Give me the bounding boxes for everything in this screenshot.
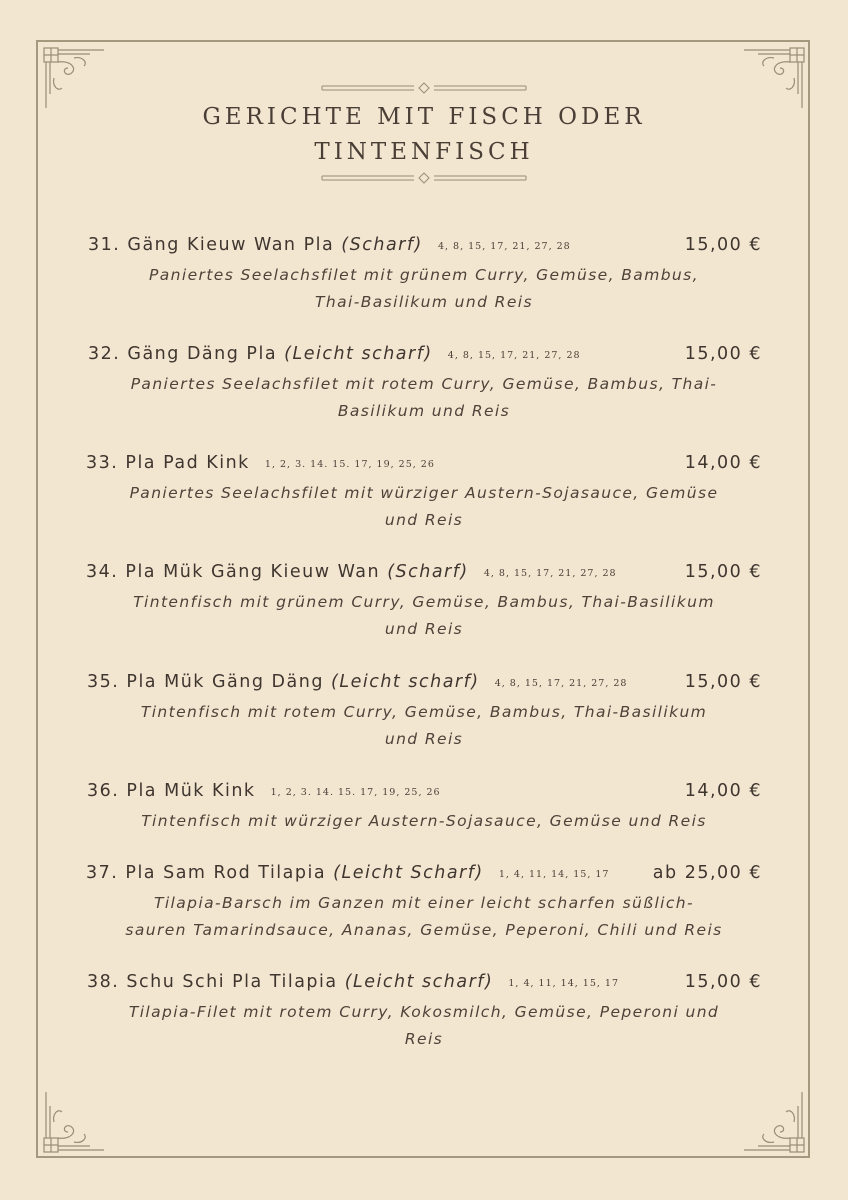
dish-name: 38. Schu Schi Pla Tilapia [87,972,338,992]
spice-level: (Scharf) [341,235,423,255]
dish-price: 15,00 € [684,972,762,992]
menu-item-title [86,863,609,883]
dish-name: 34. Pla Mük Gäng Kieuw Wan [86,562,381,582]
dish-description [86,999,762,1053]
dish-description-line-2: und Reis [384,620,464,638]
dish-description-line-1: Paniertes Seelachsfilet mit rotem Curry, Gemüse, Bambus, Thai- [130,375,718,393]
dish-description-line-2: Thai-Basilikum und Reis [315,293,533,311]
dish-name: 31. Gäng Kieuw Wan Pla [88,235,335,255]
dish-description-line-2: sauren Tamarindsauce, Ananas, Gemüse, Peperoni, Chili und Reis [125,921,723,939]
dish-name: 35. Pla Mük Gäng Däng [87,672,324,692]
menu-item-35 [86,672,762,753]
dish-description-line-1: Tintenfisch mit grünem Curry, Gemüse, Bambus, Thai-Basilikum [133,593,715,611]
dish-description-line-1: Tilapia-Barsch im Ganzen mit einer leicht scharfen süßlich- [153,894,695,912]
allergen-codes: 1, 4, 11, 14, 15, 17 [508,978,620,989]
menu-item-37 [86,863,762,944]
menu-item-33 [86,453,762,534]
spice-level: (Scharf) [387,562,469,582]
dish-name: 33. Pla Pad Kink [86,453,250,473]
dish-price: 14,00 € [684,453,762,473]
menu-item-title [87,672,627,692]
spice-level: (Leicht Scharf) [333,863,484,883]
menu-item-title [87,972,619,992]
dish-price: 15,00 € [684,672,762,692]
dish-price: ab 25,00 € [652,863,762,883]
dish-description-line-2: und Reis [384,511,464,529]
menu-item-36 [86,781,762,835]
allergen-codes: 4, 8, 15, 17, 21, 27, 28 [494,678,628,689]
page-title-line-1: GERICHTE MIT FISCH ODER [202,104,646,130]
menu-item-34 [86,562,762,643]
dish-description-line-2: und Reis [384,730,464,748]
dish-price: 15,00 € [684,235,762,255]
dish-price: 14,00 € [684,781,762,801]
dish-description [86,589,762,643]
allergen-codes: 1, 4, 11, 14, 15, 17 [498,869,610,880]
ornament-corner-bottom-right [742,1090,806,1154]
allergen-codes: 1, 2, 3. 14. 15. 17, 19, 25, 26 [270,787,441,798]
dish-name: 32. Gäng Däng Pla [88,344,278,364]
menu-item-title [88,344,581,364]
dish-description-line-2: Basilikum und Reis [337,402,511,420]
menu-item-title [86,562,617,582]
spice-level: (Leicht scharf) [284,344,433,364]
dish-name: 37. Pla Sam Rod Tilapia [86,863,327,883]
menu-item-title [86,453,435,473]
ornament-corner-bottom-left [42,1090,106,1154]
dish-description [86,890,762,944]
dish-description [86,480,762,534]
spice-level: (Leicht scharf) [344,972,494,992]
dish-price: 15,00 € [684,562,762,582]
menu-item-38 [86,972,762,1053]
allergen-codes: 4, 8, 15, 17, 21, 27, 28 [483,568,617,579]
dish-description [86,808,762,835]
dish-description-line-1: Paniertes Seelachsfilet mit grünem Curry, Gemüse, Bambus, [149,266,699,284]
dish-description [86,262,762,316]
menu-item-32 [86,344,762,425]
ornament-corner-top-right [742,46,806,110]
dish-name: 36. Pla Mük Kink [87,781,256,801]
menu-item-title [88,235,571,255]
page-title-line-2: TINTENFISCH [314,139,534,165]
menu-item-31 [86,235,762,316]
dish-description-line-1: Tintenfisch mit rotem Curry, Gemüse, Bambus, Thai-Basilikum [140,703,708,721]
page-title [120,100,728,170]
allergen-codes: 4, 8, 15, 17, 21, 27, 28 [447,350,581,361]
ornament-divider-bottom [318,172,530,184]
allergen-codes: 1, 2, 3. 14. 15. 17, 19, 25, 26 [264,459,435,470]
spice-level: (Leicht scharf) [331,672,480,692]
ornament-corner-top-left [42,46,106,110]
dish-description-line-2: Reis [404,1030,444,1048]
dish-description-line-1: Tintenfisch mit würziger Austern-Sojasauce, Gemüse und Reis [141,812,707,830]
ornament-divider-top [318,82,530,94]
dish-description [86,371,762,425]
dish-description-line-1: Paniertes Seelachsfilet mit würziger Austern-Sojasauce, Gemüse [129,484,719,502]
allergen-codes: 4, 8, 15, 17, 21, 27, 28 [437,241,571,252]
dish-description-line-1: Tilapia-Filet mit rotem Curry, Kokosmilch, Gemüse, Peperoni und [128,1003,720,1021]
menu-item-title [87,781,441,801]
dish-price: 15,00 € [684,344,762,364]
dish-description [86,699,762,753]
